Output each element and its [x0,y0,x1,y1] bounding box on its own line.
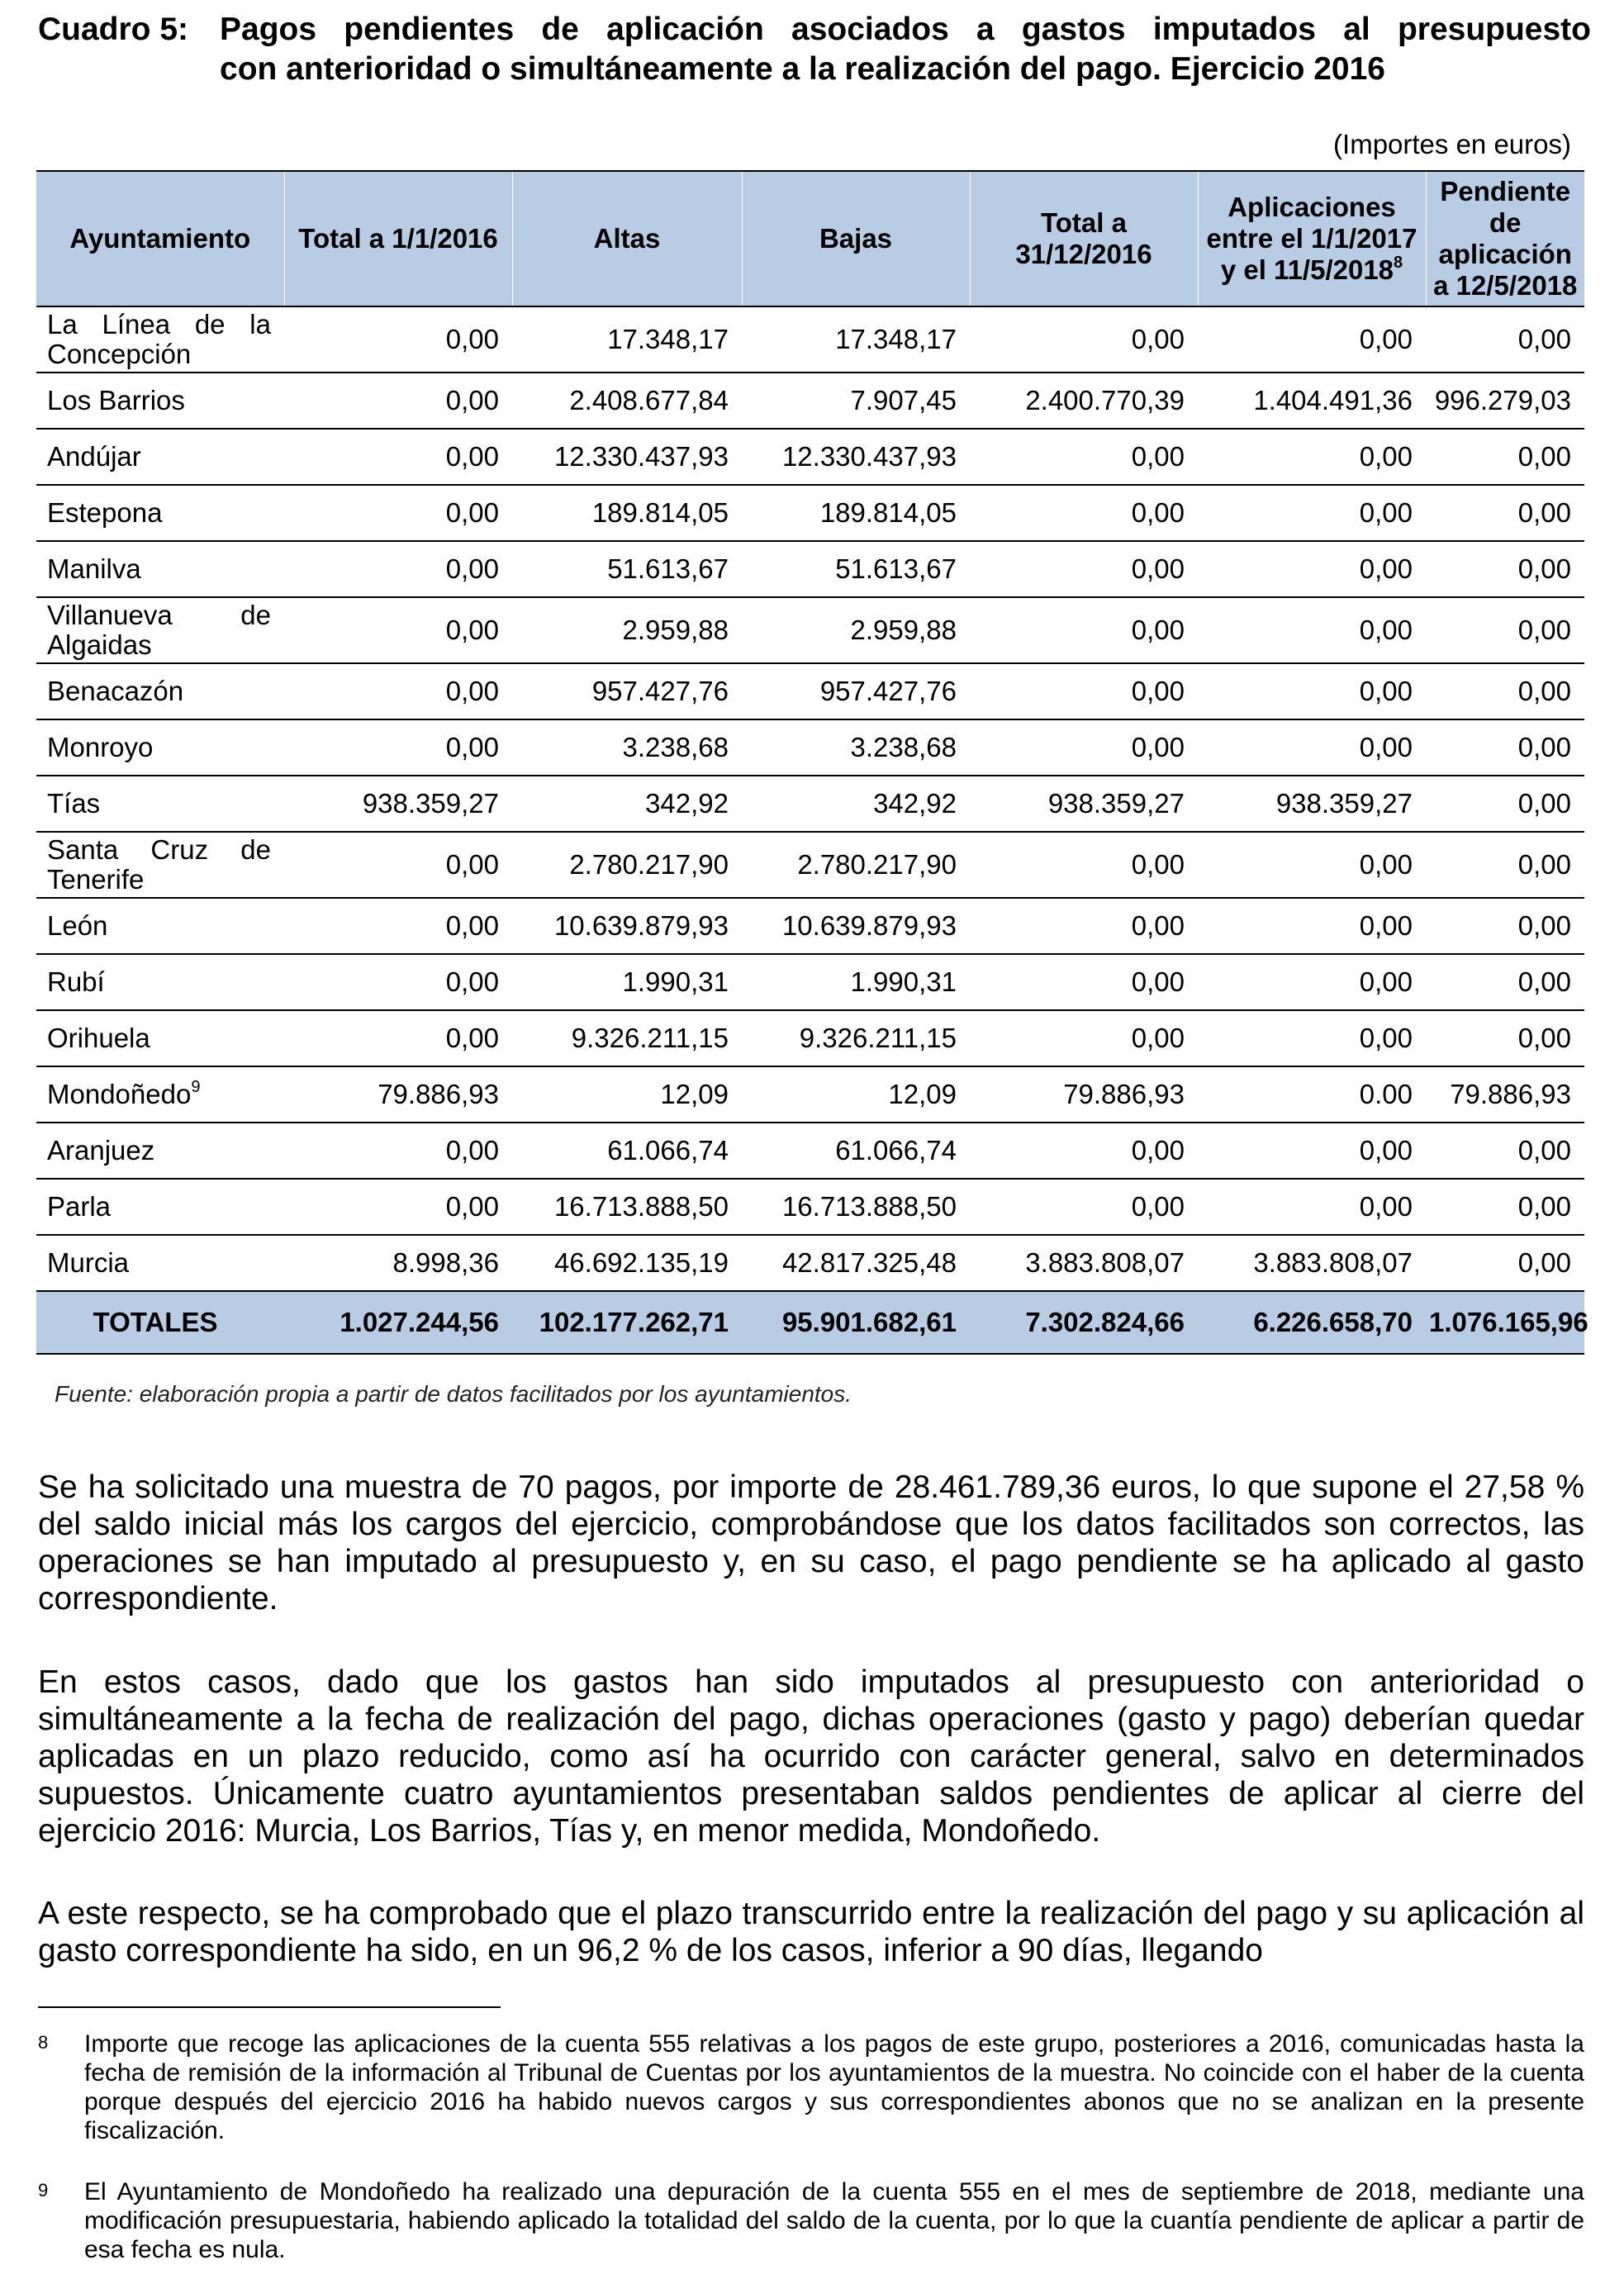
table-header-row [36,171,1584,306]
table-source: Fuente: elaboración propia a partir de datos facilitados por los ayuntamientos. [55,1381,852,1407]
cell-value: 2.780.217,90 [742,832,970,898]
cell-value: 0,00 [970,832,1198,898]
ayuntamiento-name [36,719,284,776]
cell-value: 0,00 [284,306,512,373]
ayuntamiento-name [36,1179,284,1235]
table-row [36,541,1584,597]
cell-value: 46.692.135,19 [512,1235,742,1291]
cell-value: 17.348,17 [742,306,970,373]
cell-value: 957.427,76 [742,663,970,719]
cell-value: 1.990,31 [742,954,970,1010]
cell-value: 0,00 [1426,663,1584,719]
table-row [36,429,1584,485]
cell-value: 0,00 [284,429,512,485]
cell-value: 0,00 [1426,429,1584,485]
cell-value: 16.713.888,50 [742,1179,970,1235]
ayuntamiento-name-text: León [47,910,108,941]
ayuntamiento-name-text: Mondoñedo [47,1079,192,1109]
table-row [36,832,1584,898]
cell-value: 0,00 [1426,1123,1584,1179]
caption-line-1: Pagos pendientes de aplicación asociados a gastos imputados al presupuesto [220,12,1591,47]
cell-value: 189.814,05 [742,485,970,541]
cell-value: 3.238,68 [512,719,742,776]
ayuntamiento-name [36,663,284,719]
totals-value: 1.027.244,56 [284,1291,512,1354]
table-row [36,485,1584,541]
footnote-ref-8: 8 [1394,254,1403,272]
ayuntamiento-name-line2: Concepción [47,339,192,369]
ayuntamiento-name [36,776,284,832]
cell-value: 996.279,03 [1426,373,1584,429]
totals-label: TOTALES [36,1291,284,1354]
totals-value: 95.901.682,61 [742,1291,970,1354]
cell-value: 938.359,27 [1198,776,1426,832]
cell-value: 17.348,17 [512,306,742,373]
ayuntamiento-name [36,898,284,954]
header-aplicaciones-text: Aplicaciones entre el 1/1/2017 y el 11/5/2018 [1206,192,1417,285]
cell-value: 938.359,27 [284,776,512,832]
cell-value: 0,00 [970,541,1198,597]
cell-value: 12.330.437,93 [742,429,970,485]
cell-value: 0,00 [1426,898,1584,954]
cell-value: 342,92 [512,776,742,832]
cell-value: 0,00 [284,1123,512,1179]
cell-value: 0,00 [1198,429,1426,485]
cell-value: 9.326.211,15 [742,1010,970,1066]
totals-value: 1.076.165,96 [1426,1291,1584,1354]
table-row [36,373,1584,429]
cell-value: 0,00 [1426,306,1584,373]
header-altas: Altas [512,171,742,306]
cell-value: 0,00 [284,1179,512,1235]
cell-value: 61.066,74 [742,1123,970,1179]
cell-value: 42.817.325,48 [742,1235,970,1291]
cell-value: 342,92 [742,776,970,832]
ayuntamiento-name-line2: Algaidas [47,629,152,660]
body-paragraph: Se ha solicitado una muestra de 70 pagos, por importe de 28.461.789,36 euros, lo que supone el 27,58 % del saldo inicial más los cargos del ejercicio, comprobándose que los datos facilitados son correctos, las operaciones se han imputado al presupuesto y, en su caso, el pago pendiente se ha aplicado al gasto correspondiente. [38,1469,1584,1616]
cell-value: 8.998,36 [284,1235,512,1291]
cell-value: 0,00 [1198,898,1426,954]
cell-value: 0.00 [1198,1066,1426,1123]
table-row [36,898,1584,954]
header-bajas: Bajas [742,171,970,306]
cell-value: 0,00 [1198,832,1426,898]
ayuntamiento-name-text: Aranjuez [47,1135,155,1165]
ayuntamiento-name-text: Rubí [47,966,105,997]
cell-value: 79.886,93 [284,1066,512,1123]
cell-value: 0,00 [284,541,512,597]
cell-value: 2.959,88 [512,597,742,663]
cell-value: 2.780.217,90 [512,832,742,898]
cell-value: 10.639.879,93 [742,898,970,954]
footnote-text: El Ayuntamiento de Mondoñedo ha realizado una depuración de la cuenta 555 en el mes de septiembre de 2018, mediante una modificación presupuestaria, habiendo aplicado la totalidad del saldo de la cuenta, por lo que la cuantía pendiente de aplicar a partir de esa fecha es nula. [84,2178,1584,2263]
cell-value: 0,00 [1426,1235,1584,1291]
ayuntamiento-name [36,832,284,898]
cell-value: 79.886,93 [1426,1066,1584,1123]
cell-value: 0,00 [1426,1010,1584,1066]
cell-value: 0,00 [970,1123,1198,1179]
body-paragraph: A este respecto, se ha comprobado que el plazo transcurrido entre la realización del pago y su aplicación al gasto correspondiente ha sido, en un 96,2 % de los casos, inferior a 90 días, llegando [38,1896,1584,1968]
caption-title [220,10,1591,89]
units-note: (Importes en euros) [1333,129,1571,159]
ayuntamiento-name [36,1123,284,1179]
footnote-9 [38,2177,1584,2264]
cell-value: 0,00 [1198,597,1426,663]
cell-value: 1.990,31 [512,954,742,1010]
table-row [36,954,1584,1010]
cell-value: 12,09 [512,1066,742,1123]
cell-value: 0,00 [284,597,512,663]
cell-value: 0,00 [1426,719,1584,776]
table-row [36,1066,1584,1123]
cell-value: 9.326.211,15 [512,1010,742,1066]
footnote-number: 9 [38,2180,49,2200]
cell-value: 0,00 [970,898,1198,954]
caption-label: Cuadro 5: [38,12,189,47]
cell-value: 0,00 [1198,954,1426,1010]
ayuntamiento-name [36,1066,284,1123]
cell-value: 0,00 [1426,954,1584,1010]
cell-value: 3.238,68 [742,719,970,776]
footnote-ref-9: 9 [191,1078,201,1096]
ayuntamiento-name-line1: La Línea de la [47,309,271,339]
cell-value: 0,00 [284,954,512,1010]
cell-value: 16.713.888,50 [512,1179,742,1235]
table-row [36,776,1584,832]
cell-value: 1.404.491,36 [1198,373,1426,429]
ayuntamiento-name-text: Benacazón [47,676,184,706]
cell-value: 0,00 [970,429,1198,485]
ayuntamiento-name-text: Tías [47,788,101,819]
ayuntamiento-name [36,485,284,541]
cell-value: 2.408.677,84 [512,373,742,429]
totals-row [36,1291,1584,1354]
payments-table [36,170,1588,1355]
header-total-inicio: Total a 1/1/2016 [284,171,512,306]
cell-value: 10.639.879,93 [512,898,742,954]
footnote-number: 8 [38,2032,49,2053]
cell-value: 0,00 [1198,541,1426,597]
totals-value: 7.302.824,66 [970,1291,1198,1354]
cell-value: 12,09 [742,1066,970,1123]
cell-value: 0,00 [1198,485,1426,541]
ayuntamiento-name-text: Orihuela [47,1023,150,1053]
cell-value: 61.066,74 [512,1123,742,1179]
footnote-separator [38,2006,501,2008]
cell-value: 0,00 [1426,597,1584,663]
cell-value: 0,00 [1198,719,1426,776]
table-body [36,306,1584,1291]
cell-value: 0,00 [970,1010,1198,1066]
ayuntamiento-name-text: Parla [47,1191,112,1222]
ayuntamiento-name [36,541,284,597]
footnote-8 [38,2030,1584,2145]
cell-value: 0,00 [1198,1010,1426,1066]
ayuntamiento-name-text: Monroyo [47,732,154,762]
cell-value: 0,00 [970,663,1198,719]
table-row [36,719,1584,776]
cell-value: 0,00 [284,1010,512,1066]
cell-value: 3.883.808,07 [1198,1235,1426,1291]
header-total-cierre: Total a 31/12/2016 [970,171,1198,306]
ayuntamiento-name [36,1235,284,1291]
cell-value: 0,00 [1426,776,1584,832]
cell-value: 0,00 [1198,663,1426,719]
totals-value: 102.177.262,71 [512,1291,742,1354]
cell-value: 0,00 [970,306,1198,373]
cell-value: 2.400.770,39 [970,373,1198,429]
table-row [36,597,1584,663]
table-row [36,663,1584,719]
ayuntamiento-name [36,306,284,373]
cell-value: 7.907,45 [742,373,970,429]
ayuntamiento-name-line1: Villanueva de [47,600,271,630]
caption-line-2: con anterioridad o simultáneamente a la realización del pago. Ejercicio 2016 [220,51,1385,87]
cell-value: 957.427,76 [512,663,742,719]
ayuntamiento-name-line1: Santa Cruz de [47,834,271,865]
ayuntamiento-name [36,954,284,1010]
cell-value: 0,00 [284,373,512,429]
table-row [36,1179,1584,1235]
ayuntamiento-name [36,373,284,429]
cell-value: 0,00 [1426,485,1584,541]
table-row [36,1123,1584,1179]
cell-value: 12.330.437,93 [512,429,742,485]
header-pendiente: Pendiente de aplicación a 12/5/2018 [1426,171,1584,306]
ayuntamiento-name-text: Los Barrios [47,385,185,415]
table-row [36,1235,1584,1291]
cell-value: 0,00 [970,954,1198,1010]
cell-value: 0,00 [970,719,1198,776]
ayuntamiento-name [36,597,284,663]
table-row [36,1010,1584,1066]
cell-value: 0,00 [284,485,512,541]
cell-value: 0,00 [1198,1123,1426,1179]
cell-value: 0,00 [1198,1179,1426,1235]
table-row [36,306,1584,373]
cell-value: 0,00 [970,485,1198,541]
cell-value: 0,00 [284,663,512,719]
ayuntamiento-name [36,429,284,485]
cell-value: 2.959,88 [742,597,970,663]
cell-value: 0,00 [1426,541,1584,597]
cell-value: 189.814,05 [512,485,742,541]
cell-value: 0,00 [284,719,512,776]
cell-value: 0,00 [1426,1179,1584,1235]
cell-value: 0,00 [284,898,512,954]
header-ayuntamiento: Ayuntamiento [36,171,284,306]
ayuntamiento-name-line2: Tenerife [47,864,145,895]
cell-value: 51.613,67 [742,541,970,597]
footnote-text: Importe que recoge las aplicaciones de la cuenta 555 relativas a los pagos de este grupo, posteriores a 2016, comunicadas hasta la fecha de remisión de la información al Tribunal de Cuentas por los ayuntamientos de la muestra. No coincide con el haber de la cuenta porque después del ejercicio 2016 ha habido nuevos cargos y sus correspondientes abonos que no se analizan en la presente fiscalización. [84,2030,1584,2144]
ayuntamiento-name-text: Estepona [47,497,163,528]
ayuntamiento-name [36,1010,284,1066]
ayuntamiento-name-text: Murcia [47,1247,130,1278]
header-aplicaciones [1198,171,1426,306]
cell-value: 0,00 [970,597,1198,663]
cell-value: 0,00 [1426,832,1584,898]
cell-value: 0,00 [970,1179,1198,1235]
cell-value: 79.886,93 [970,1066,1198,1123]
cell-value: 3.883.808,07 [970,1235,1198,1291]
ayuntamiento-name-text: Manilva [47,553,141,584]
cell-value: 0,00 [284,832,512,898]
body-paragraph: En estos casos, dado que los gastos han sido imputados al presupuesto con anterioridad o simultáneamente a la fecha de realización del pago, dichas operaciones (gasto y pago) deberían quedar aplicadas en un plazo reducido, como así ha ocurrido con carácter general, salvo en determinados supuestos. Únicamente cuatro ayuntamientos presentaban saldos pendientes de aplicar al cierre del ejercicio 2016: Murcia, Los Barrios, Tías y, en menor medida, Mondoñedo. [38,1664,1584,1849]
totals-value: 6.226.658,70 [1198,1291,1426,1354]
ayuntamiento-name-text: Andújar [47,441,141,472]
cell-value: 0,00 [1198,306,1426,373]
cell-value: 938.359,27 [970,776,1198,832]
cell-value: 51.613,67 [512,541,742,597]
